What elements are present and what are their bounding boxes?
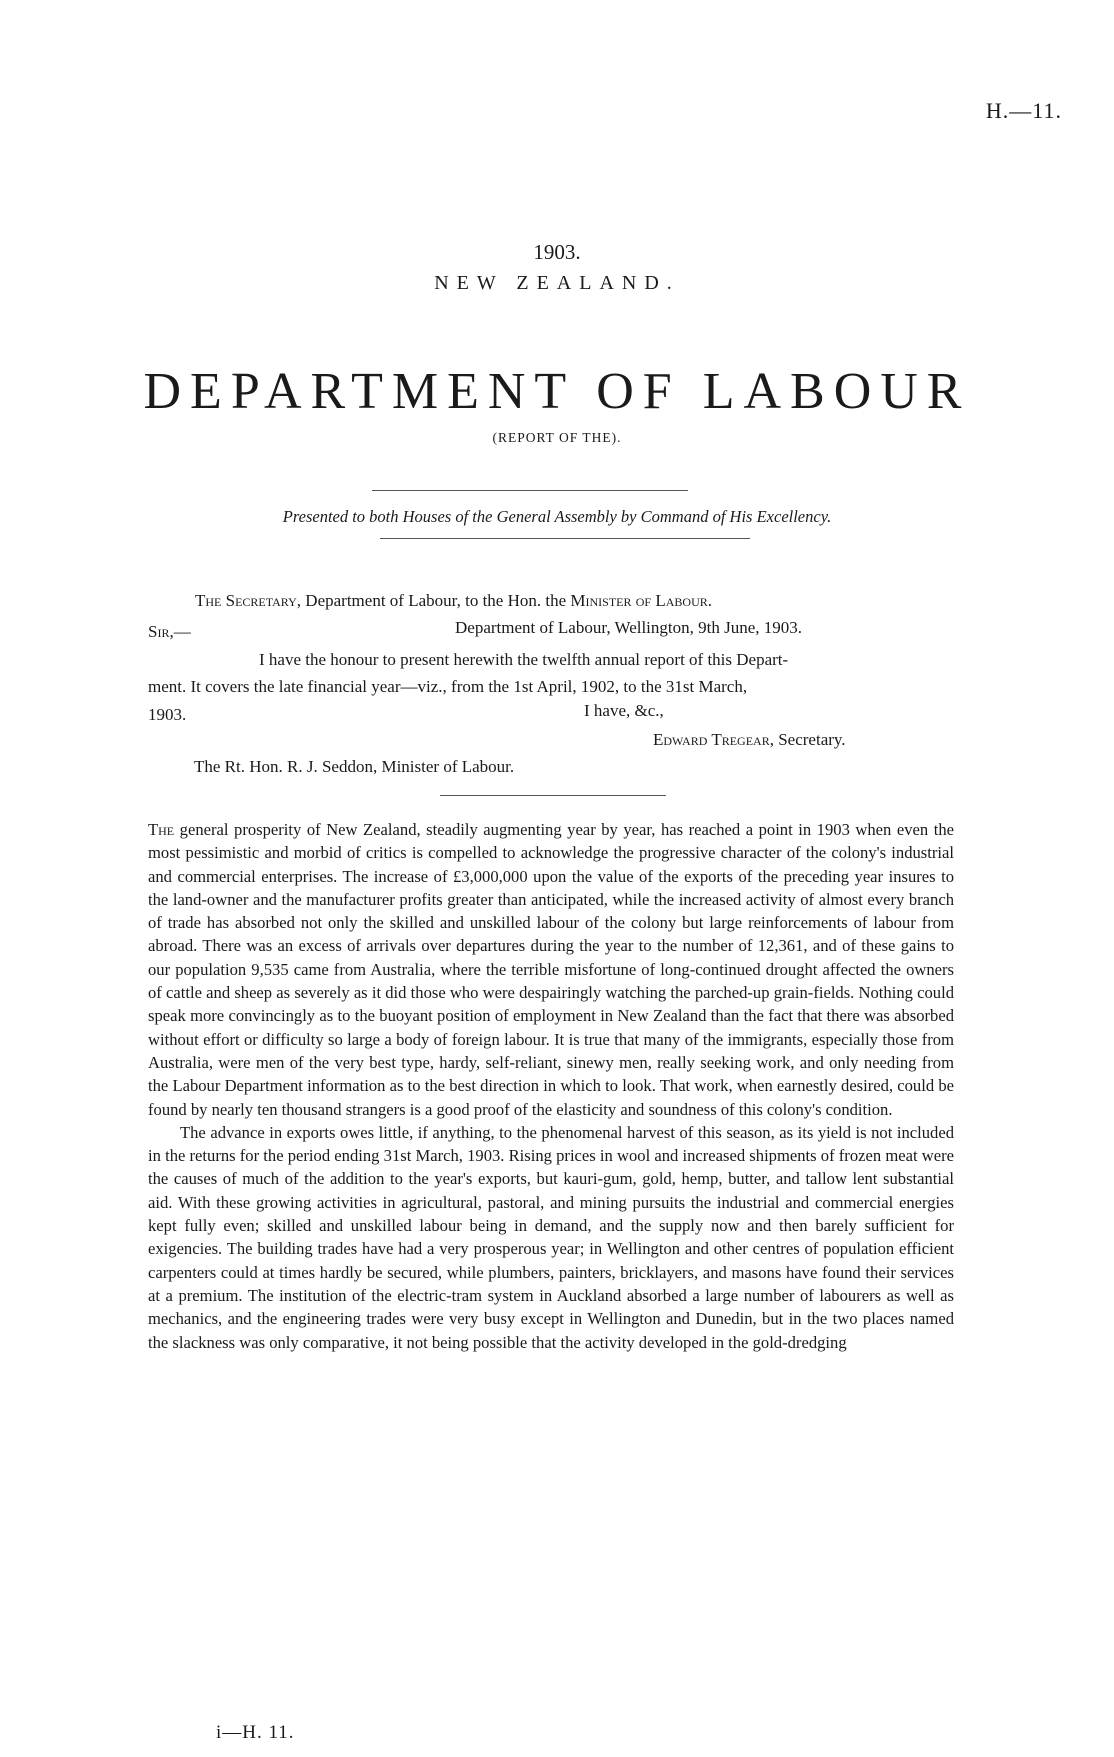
divider-bottom	[380, 538, 750, 539]
presentation-note: Presented to both Houses of the General Assembly by Command of His Excellency.	[282, 507, 832, 526]
divider-top	[372, 490, 688, 491]
divider-letter	[440, 795, 666, 796]
footer-page-reference: i—H. 11.	[216, 1722, 295, 1743]
letter-salutation: Sir,—	[148, 622, 191, 641]
page-title: DEPARTMENT OF LABOUR	[143, 363, 971, 420]
signature-title: Secretary.	[773, 730, 846, 749]
letter-from-mid: Department of Labour, to the Hon. the	[301, 591, 571, 610]
signature-name: Edward Tregear,	[653, 730, 774, 749]
page-subtitle: (REPORT OF THE).	[492, 430, 622, 445]
letter-addressee: The Rt. Hon. R. J. Seddon, Minister of Labour.	[194, 757, 515, 776]
letter-closing: I have, &c.,	[584, 701, 664, 720]
letter-body-line-3: 1903.	[148, 705, 187, 724]
report-paragraph-2: The advance in exports owes little, if anything, to the phenomenal harvest of this season, as its yield is not included in the returns for the period ending 31st March, 1903. Rising prices in wool and increased shipments of frozen meat were the causes of much of the addition to the year's exports, but kauri-gum, gold, hemp, butter, and tallow lent substantial aid. With these growing activities in agricultural, pastoral, and mining pursuits the industrial and commercial energies kept fully even; skilled and unskilled labour being in demand, and the supply now and then barely sufficient for exigencies. The building trades have had a very prosperous year; in Wellington and other centres of population efficient carpenters could at times hardly be secured, while plumbers, painters, bricklayers, and masons have found their services at a premium. The institution of the electric-tram system in Auckland absorbed a large number of labourers as well as mechanics, and the engineering trades were very busy except in Wellington and Dunedin, but in the two places named the slackness was only comparative, it not being possible that the activity developed in the gold-dredging	[148, 1122, 954, 1352]
report-year: 1903.	[533, 240, 581, 264]
letter-body-line-1: I have the honour to present herewith the twelfth annual report of this Depart-	[259, 650, 789, 669]
letter-from-line	[195, 591, 712, 611]
paragraph-1-text: general prosperity of New Zealand, steadily augmenting year by year, has reached a point in 1903 when even the most pessimistic and morbid of critics is compelled to acknowledge the progressive character of the colony's industrial and commercial enterprises. The increase of £3,000,000 upon the value of the exports of the preceding year insures to the land-owner and the manufacturer profits greater than anticipated, while the increased activity of almost every branch of trade has absorbed not only the skilled and unskilled labour of the colony but large reinforcements of labour from abroad. There was an excess of arrivals over departures during the year to the number of 12,361, and of these gains to our population 9,535 came from Australia, where the terrible misfortune of long-continued drought affected the owners of cattle and sheep as severely as it did those who were despairingly watching the parched-up grain-fields. Nothing could speak more convincingly as to the buoyant position of employment in New Zealand than the fact that there was absorbed without effort or difficulty so large a body of foreign labour. It is true that many of the immigrants, especially those from Australia, were men of the very best type, hardy, self-reliant, sinewy men, really seeking work, and only needing from the Labour Department information as to the best direction in which to look. That work, when earnestly desired, could be found by nearly ten thousand strangers is a good proof of the elasticity and soundness of this colony's condition.	[148, 820, 954, 1119]
letter-from-lead: The Secretary,	[195, 591, 302, 610]
page-reference: H.—11.	[985, 98, 1062, 123]
report-body	[148, 818, 954, 1354]
paragraph-lead-word: The	[148, 820, 175, 839]
letter-from-tail: Minister of Labour.	[570, 591, 712, 610]
report-paragraph-1	[148, 818, 954, 1121]
letter-body-line-2: ment. It covers the late financial year—viz., from the 1st April, 1902, to the 31st March,	[148, 677, 748, 696]
letter-signature	[653, 730, 846, 750]
letter-address-date: Department of Labour, Wellington, 9th June, 1903.	[455, 618, 803, 637]
country-heading: NEW ZEALAND.	[434, 272, 680, 294]
